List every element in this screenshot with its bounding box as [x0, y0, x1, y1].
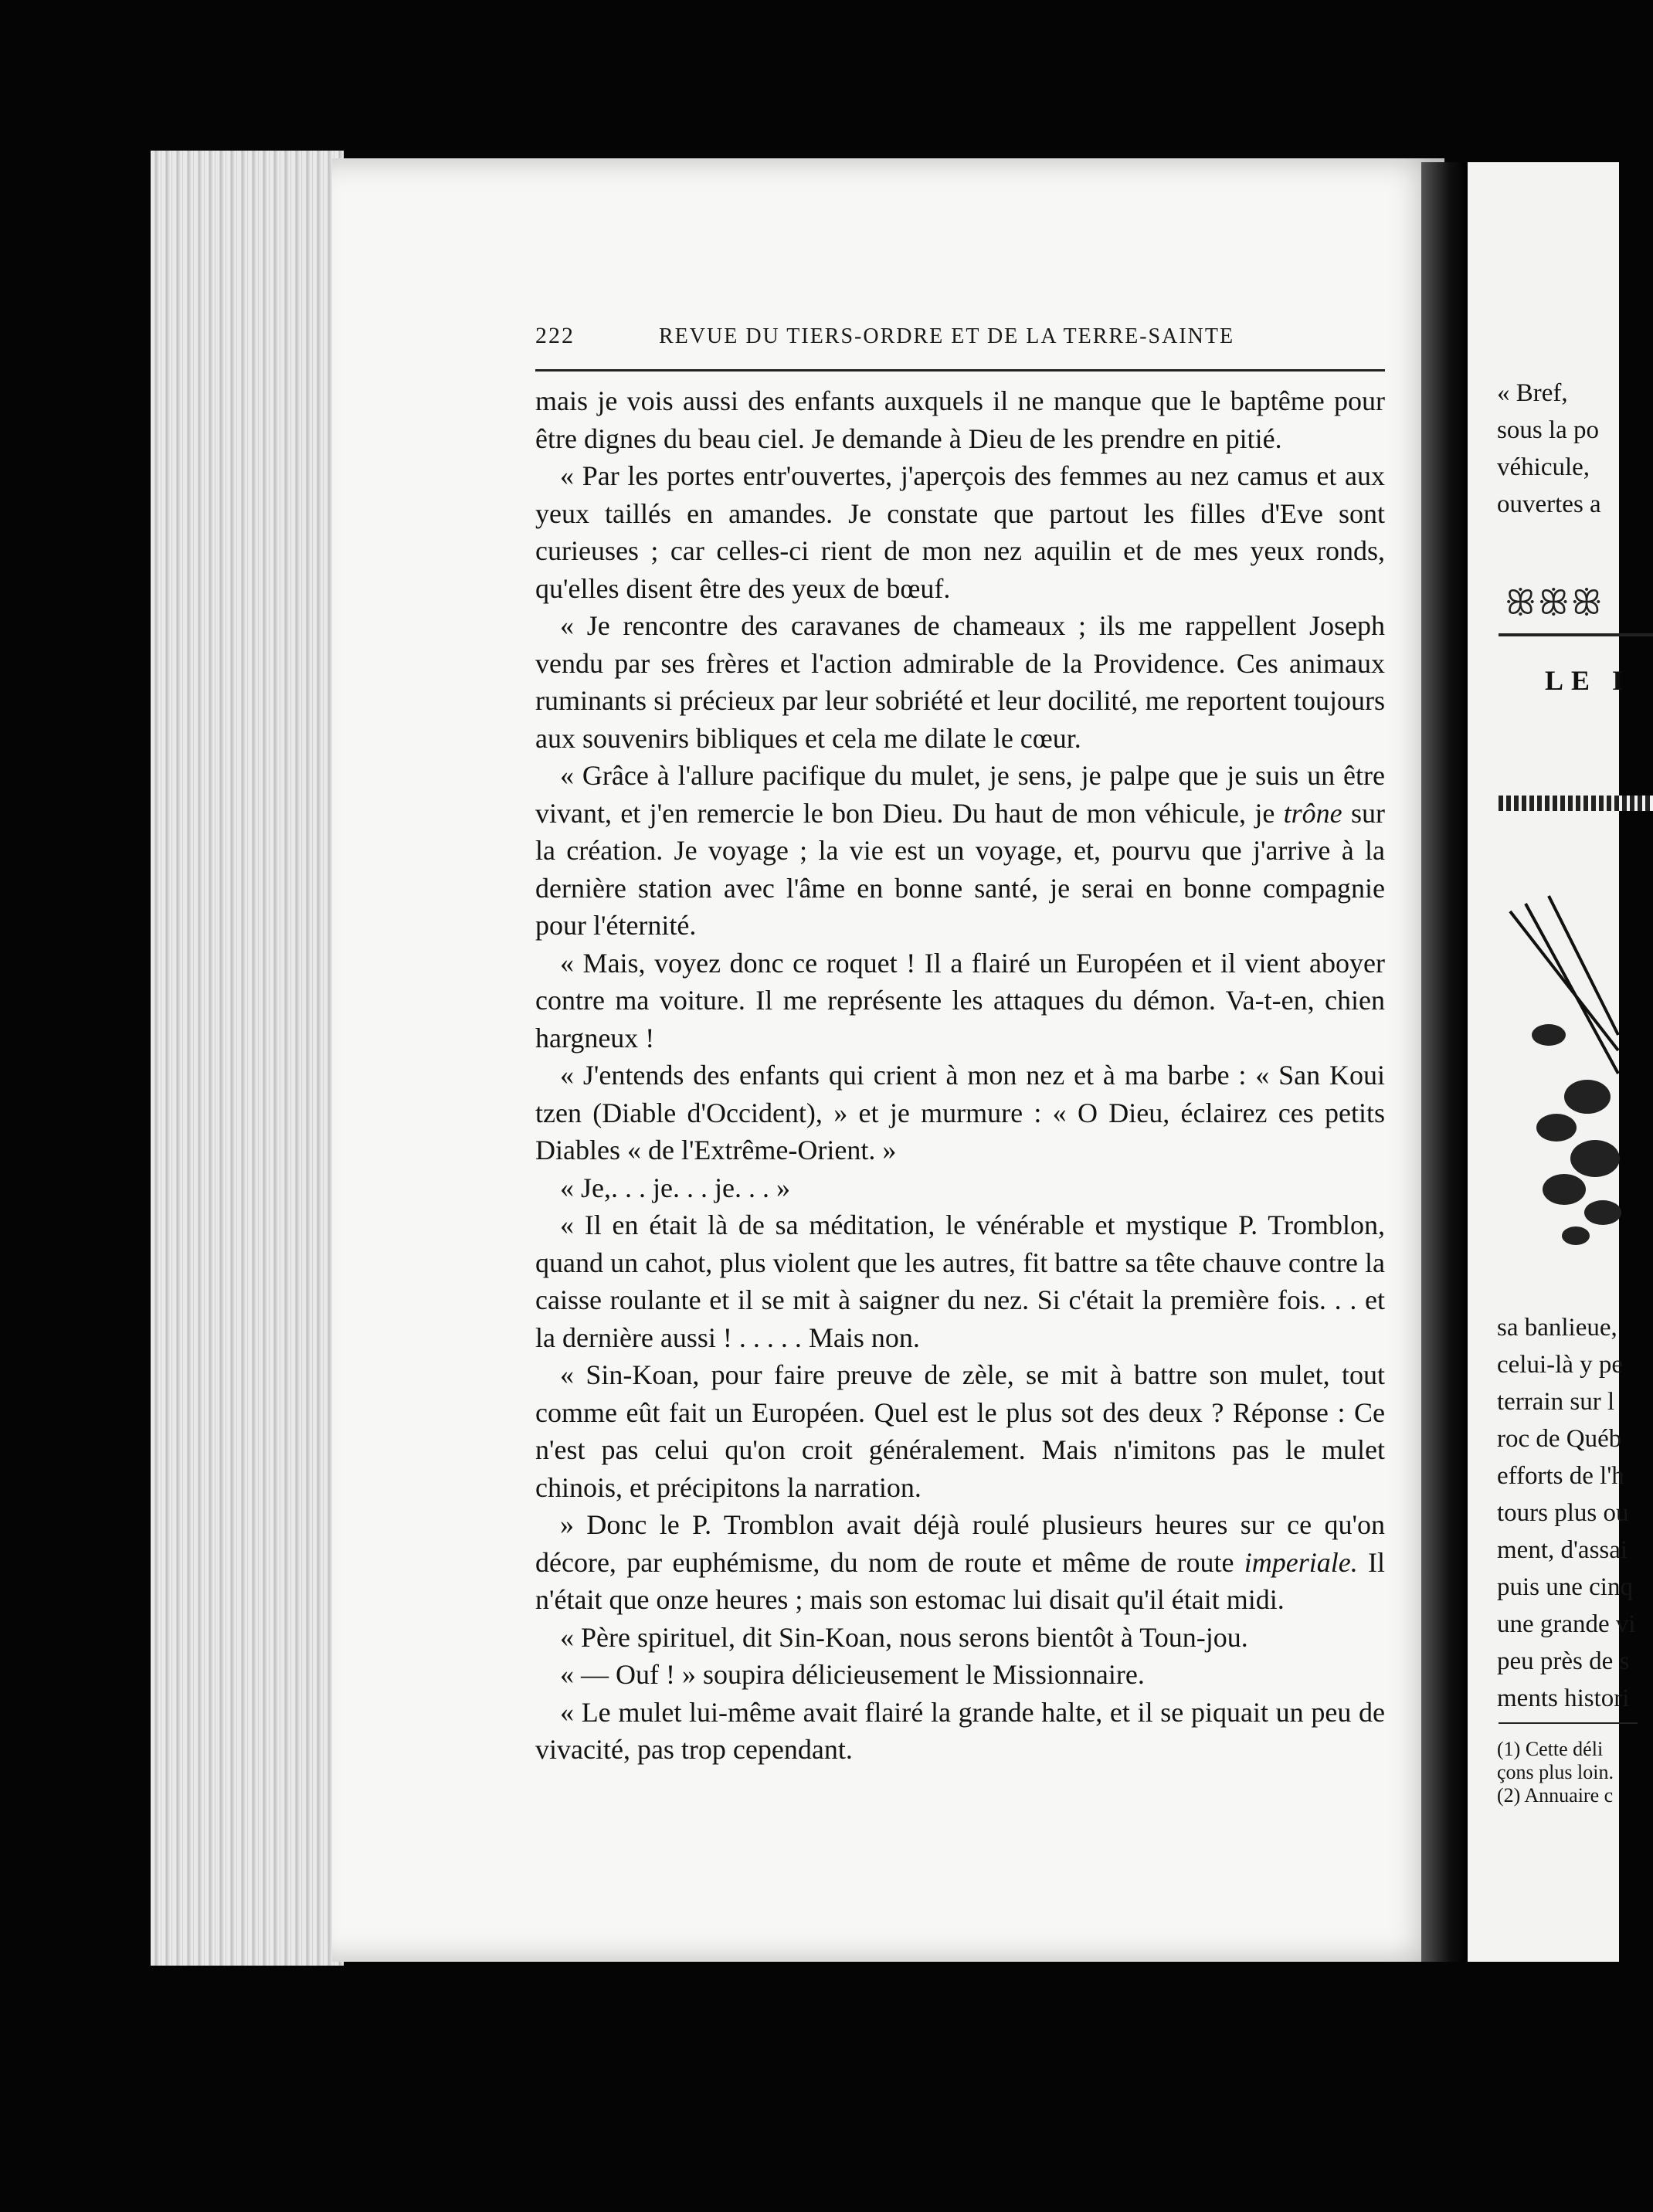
footnote-line: (1) Cette déli [1497, 1738, 1604, 1760]
flower-illustration-icon [1502, 896, 1626, 1251]
right-page-title: LE I [1545, 665, 1631, 696]
right-page-line: ouvertes a [1497, 490, 1601, 518]
paragraph-text: « Grâce à l'allure pacifique du mulet, je sens, je palpe que je suis un être vivant, et j'en remercie le bon Dieu. Du haut de mon véhicule, je [535, 760, 1385, 829]
paragraph-text: sur la création. Je voyage ; la vie est un voyage, et, pourvu que j'arrive à la dernière station avec l'âme en bonne santé, je serai en bonne compagnie pour l'éternité. [535, 797, 1385, 941]
right-page-line: tours plus ou [1497, 1499, 1629, 1527]
right-page-line: peu près de s [1497, 1647, 1630, 1675]
paragraph [535, 1694, 1385, 1769]
paragraph-text: « Il en était là de sa méditation, le vénérable et mystique P. Tromblon, quand un cahot, plus violent que les autres, fit battre sa tête chauve contre la caisse roulante et il se mit à saigner du nez. Si c'était la première fois. . . et la dernière aussi ! . . . . . Mais non. [535, 1209, 1385, 1353]
right-page-top-text [1497, 375, 1601, 523]
right-page-line: ment, d'assai [1497, 1536, 1628, 1564]
right-page-line: efforts de l'h [1497, 1462, 1624, 1490]
right-page-footnotes [1497, 1738, 1614, 1807]
running-head [535, 323, 1385, 349]
paragraph [535, 607, 1385, 757]
decorative-border [1499, 796, 1653, 811]
right-page-line: sous la po [1497, 416, 1599, 444]
right-page-line: une grande vi [1497, 1610, 1636, 1638]
paragraph [535, 1506, 1385, 1619]
right-page-line: ments histori [1497, 1684, 1630, 1712]
footnote-line: (2) Annuaire c [1497, 1784, 1614, 1807]
page-number: 222 [535, 323, 575, 348]
book-gutter [1421, 162, 1468, 1962]
paragraph [535, 757, 1385, 945]
paragraph [535, 1656, 1385, 1694]
right-page-line: celui-là y pe [1497, 1351, 1624, 1379]
paragraph [535, 1619, 1385, 1657]
paragraph-text: « Sin-Koan, pour faire preuve de zèle, se mit à battre son mulet, tout comme eût fait un Européen. Quel est le plus sot des deux ? Réponse : Ce n'est pas celui qu'on croit généralement. Mais n'imitons pas le mulet chinois, et précipitons la narration. [535, 1359, 1385, 1503]
paragraph-text: « Je rencontre des caravanes de chameaux ; ils me rappellent Joseph vendu par ses frères et l'action admirable de la Providence. Ces animaux ruminants si précieux par leur sobriété et leur docilité, me reportent toujours aux souvenirs bibliques et cela me dilate le cœur. [535, 610, 1385, 754]
footnote-line: çons plus loin. [1497, 1761, 1614, 1783]
paragraph [535, 382, 1385, 457]
right-page-line: puis une cinq [1497, 1573, 1633, 1601]
paragraph [535, 1169, 1385, 1207]
paragraph [535, 1057, 1385, 1169]
paragraph-text: » Donc le P. Tromblon avait déjà roulé plusieurs heures sur ce qu'on décore, par euphémisme, du nom de route et même de route [535, 1509, 1385, 1578]
paragraph-text: « Le mulet lui-même avait flairé la grande halte, et il se piquait un peu de vivacité, pas trop cependant. [535, 1696, 1385, 1765]
right-page-line: véhicule, [1497, 453, 1590, 481]
paragraph-text: « Mais, voyez donc ce roquet ! Il a flairé un Européen et il vient aboyer contre ma voiture. Il me représente les attaques du démon. Va-t-en, chien hargneux ! [535, 947, 1385, 1053]
right-page-line: terrain sur l [1497, 1388, 1615, 1416]
italic-word: trône [1283, 797, 1342, 829]
page-stack-edges [151, 151, 344, 1966]
paragraph-text: « J'entends des enfants qui crient à mon nez et à ma barbe : « San Koui tzen (Diable d'Occident), » et je murmure : « O Dieu, éclairez ces petits Diables « de l'Extrême-Orient. » [535, 1060, 1385, 1165]
right-page [1468, 162, 1636, 1962]
paragraph-text: mais je vois aussi des enfants auxquels il ne manque que le baptême pour être dignes du beau ciel. Je demande à Dieu de les prendre en pitié. [535, 385, 1385, 454]
ornament-row: ꕥꕥꕥ [1505, 584, 1604, 622]
paragraph-text: « Père spirituel, dit Sin-Koan, nous serons bientôt à Toun-jou. [560, 1621, 1248, 1653]
right-page-line: sa banlieue, [1497, 1314, 1617, 1342]
paragraph-text: « Par les portes entr'ouvertes, j'aperçois des femmes au nez camus et aux yeux taillés en amandes. Je constate que partout les filles d'Eve sont curieuses ; car celles-ci rient de mon nez aquilin et de mes yeux ronds, qu'elles disent être des yeux de bœuf. [535, 460, 1385, 604]
paragraph [535, 1356, 1385, 1506]
paragraph [535, 945, 1385, 1057]
paragraph-text: « — Ouf ! » soupira délicieusement le Missionnaire. [560, 1659, 1145, 1690]
footnote-rule [1499, 1722, 1638, 1724]
right-page-bottom-text [1497, 1309, 1636, 1717]
running-head-title: REVUE DU TIERS-ORDRE ET DE LA TERRE-SAINTE [659, 324, 1235, 348]
paragraph [535, 1206, 1385, 1356]
italic-word: imperiale. [1244, 1546, 1358, 1578]
right-page-rule [1499, 633, 1653, 636]
paragraph-text: « Je,. . . je. . . je. . . » [560, 1172, 790, 1203]
header-rule [535, 369, 1385, 371]
body-text [535, 382, 1385, 1769]
right-page-line: « Bref, [1497, 379, 1568, 407]
paragraph [535, 457, 1385, 607]
paragraph-text: Il n'était que onze heures ; mais son estomac lui disait qu'il était midi. [535, 1546, 1385, 1615]
right-page-line: roc de Québ [1497, 1425, 1622, 1453]
